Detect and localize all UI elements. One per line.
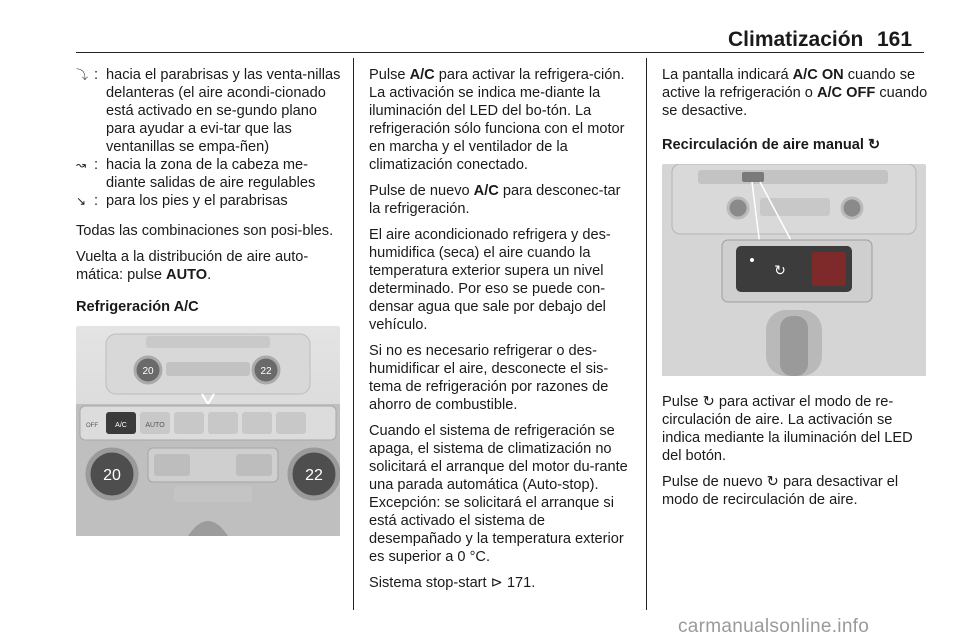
airflow-item-head — [76, 156, 342, 192]
figure-recirculation-button — [662, 164, 926, 381]
colon: : — [94, 67, 99, 83]
paragraph-ac-savings: Si no es necesario refrigerar o des-humidificar el aire, desconecte el sis-tema de refrigeración por razones de ahorro de combustible. — [369, 343, 609, 413]
recirculation-icon-inline: ↻ — [766, 474, 779, 490]
paragraph-combinations: Todas las combinaciones son posi-bles. — [76, 223, 334, 239]
figure-ac-panel — [76, 326, 340, 541]
paragraph-ac-deactivate: Pulse de nuevo A/C para desconec-tar la refrigeración. — [369, 183, 621, 217]
airflow-text-windshield: hacia el parabrisas y las venta-nillas delanteras (el aire acondi-cionado está activado en se-gundo plano para ayudar a evi-tar que las ventanillas se empa-ñen) — [106, 67, 341, 155]
recirculation-button-icon: ↻ — [774, 262, 786, 278]
windshield-head-airflow-icon: ⤵ — [76, 68, 89, 82]
paragraph-ac-autostop: Cuando el sistema de refrigeración se apaga, el sistema de climatización no solicitará el arranque del motor du-rante una parada automática (Auto-stop). Excepción: se solicitará el arranque si está activado el sistema de desempañado y la temperatura exterior es superior a 0 °C. — [369, 423, 628, 565]
page-number: 161 — [877, 28, 913, 51]
recirculation-panel-illustration — [662, 164, 926, 376]
climate-panel-illustration — [76, 326, 340, 536]
head-airflow-icon: ↝ — [76, 158, 87, 172]
paragraph-auto: Vuelta a la distribución de aire auto-mática: pulse AUTO. — [76, 249, 309, 283]
column-1 — [76, 66, 342, 553]
right-dial-label-small: 22 — [260, 366, 272, 377]
column-3 — [662, 66, 928, 517]
paragraph-recirc-activate: Pulse ↻ para activar el modo de re-circulación de aire. La activación se indica mediante la iluminación del LED del botón. — [662, 394, 913, 464]
recirculation-icon: ↻ — [868, 137, 881, 153]
paragraph-ac-dehumidify: El aire acondicionado refrigera y des-humidifica (seca) el aire cuando la temperatura exterior supera un nivel determinado. Por eso se puede con-densar agua que sale por debajo del vehículo. — [369, 227, 611, 333]
paragraph-display-ac: La pantalla indicará A/C ON cuando se active la refrigeración o A/C OFF cuando se desactive. — [662, 67, 928, 119]
svg-text:AUTO: AUTO — [145, 422, 165, 429]
airflow-text-head: hacia la zona de la cabeza me-diante salidas de aire regulables — [106, 157, 316, 191]
header-rule — [76, 52, 924, 53]
page-title: Climatización — [728, 28, 864, 51]
paragraph-stop-start-ref: Sistema stop-start ⊳ 171. — [369, 575, 536, 591]
recirculation-icon-inline: ↻ — [702, 394, 715, 410]
left-dial-label-small: 20 — [142, 366, 154, 377]
column-2 — [369, 66, 635, 600]
colon: : — [94, 157, 99, 173]
airflow-item-feet — [76, 192, 342, 210]
svg-text:OFF: OFF — [86, 423, 98, 429]
column-divider-left — [353, 58, 354, 610]
left-dial-label: 20 — [103, 467, 121, 484]
watermark: carmanualsonline.info — [678, 616, 870, 637]
right-dial-label: 22 — [305, 467, 323, 484]
airflow-text-feet: para los pies y el parabrisas — [106, 193, 288, 209]
column-divider-right — [646, 58, 647, 610]
airflow-item-windshield — [76, 66, 342, 156]
section-heading-ac: Refrigeración A/C — [76, 299, 199, 315]
paragraph-ac-activate: Pulse A/C para activar la refrigera-ción. La activación se indica me-diante la iluminación del LED del bo-tón. La refrigeración sólo funciona con el motor en marcha y el ventilador de la climatización conectado. — [369, 67, 625, 173]
paragraph-recirc-deactivate: Pulse de nuevo ↻ para desactivar el modo de recirculación de aire. — [662, 474, 899, 508]
feet-windshield-airflow-icon: ↘ — [76, 194, 87, 208]
colon: : — [94, 193, 99, 209]
page-reference-arrow-icon: ⊳ — [490, 575, 503, 591]
svg-text:A/C: A/C — [115, 422, 127, 429]
section-heading-recirculation: Recirculación de aire manual ↻ — [662, 137, 881, 153]
